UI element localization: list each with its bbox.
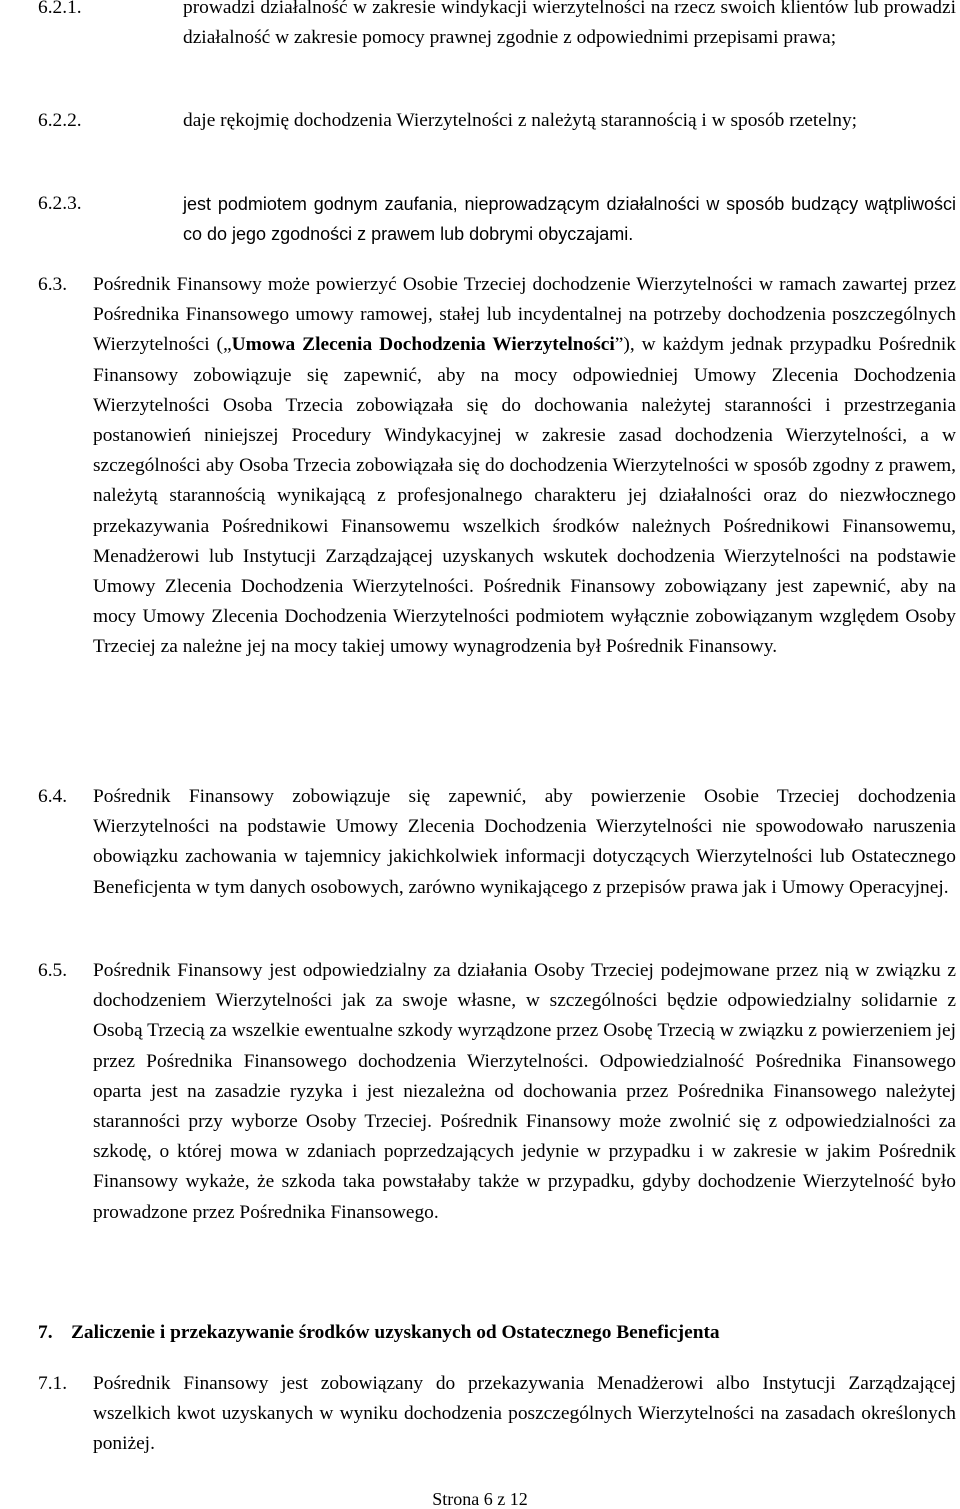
section-title: Zaliczenie i przekazywanie środków uzyskanych od Ostatecznego Beneficjenta	[71, 1322, 720, 1343]
clause-6-2-1	[38, 0, 956, 53]
clause-number: 7.1.	[38, 1373, 68, 1394]
defined-term: Umowa Zlecenia Dochodzenia Wierzytelności	[231, 334, 615, 356]
clause-text: Pośrednik Finansowy zobowiązuje się zapewnić, aby powierzenie Osobie Trzeciej dochodzenia Wierzytelności na podstawie Umowy Zlecenia Dochodzenia Wierzytelności nie spowodowało naruszenia obowiązku zachowania w tajemnicy jakichkolwiek informacji dotyczących Wierzytelności lub Ostatecznego Beneficjenta w tym danych osobowych, zarówno wynikającego z przepisów prawa jak i Umowy Operacyjnej.	[93, 786, 956, 898]
clause-number: 6.4.	[38, 786, 68, 807]
clause-text: jest podmiotem godnym zaufania, nieprowadzącym działalności w sposób budzący wątpliwości co do jego zgodności z prawem lub dobrymi obyczajami.	[183, 194, 956, 245]
clause-text-part: ”), w każdym jednak przypadku Pośrednik Finansowy zobowiązuje się zapewnić, aby na mocy odpowiedniej Umowy Zlecenia Dochodzenia Wierzytelności Osoba Trzecia zobowiązała się do dochowania należytej staranności i przestrzegania postanowień niniejszej Procedury Windykacyjnej w zakresie zasad dochodzenia Wierzytelności, a w szczególności aby Osoba Trzecia zobowiązała się do dochodzenia Wierzytelności w sposób zgodny z prawem, należytą starannością wynikającą z profesjonalnego charakteru jej działalności oraz do niezwłocznego przekazywania Pośrednikowi Finansowemu wszelkich środków należnych Pośrednikowi Finansowemu, Menadżerowi lub Instytucji Zarządzającej uzyskanych wskutek dochodzenia Wierzytelności na podstawie Umowy Zlecenia Dochodzenia Wierzytelności. Pośrednik Finansowy zobowiązany jest zapewnić, aby na mocy Umowy Zlecenia Dochodzenia Wierzytelności podmiotem wyłącznie zobowiązanym względem Osoby Trzeciej za należne jej na mocy takiej umowy wynagrodzenia był Pośrednik Finansowy.	[93, 334, 956, 658]
clause-6-2-3	[38, 189, 956, 249]
clause-6-2-2	[38, 106, 956, 136]
clause-number: 6.2.2.	[38, 110, 82, 131]
clause-number: 6.2.3.	[38, 193, 82, 214]
clause-text: prowadzi działalność w zakresie windykacji wierzytelności na rzecz swoich klientów lub prowadzi działalność w zakresie pomocy prawnej zgodnie z odpowiednimi przepisami prawa;	[183, 0, 956, 49]
clause-number: 6.3.	[38, 274, 68, 295]
clause-7-1	[38, 1369, 956, 1460]
section-number: 7.	[38, 1322, 53, 1343]
clause-text	[93, 270, 956, 663]
clause-6-3	[38, 270, 956, 663]
clause-number: 6.2.1.	[38, 0, 82, 18]
clause-text: Pośrednik Finansowy jest zobowiązany do przekazywania Menadżerowi albo Instytucji Zarządzającej wszelkich kwot uzyskanych w wyniku dochodzenia poszczególnych Wierzytelności na zasadach określonych poniżej.	[93, 1373, 956, 1455]
clause-text: Pośrednik Finansowy jest odpowiedzialny za działania Osoby Trzeciej podejmowane przez nią w związku z dochodzeniem Wierzytelności jak za swoje własne, w szczególności będzie odpowiedzialny solidarnie z Osobą Trzecią za wszelkie ewentualne szkody wyrządzone przez Osobę Trzecią w związku z powierzeniem jej przez Pośrednika Finansowego dochodzenia Wierzytelności. Odpowiedzialność Pośrednika Finansowego oparta jest na zasadzie ryzyka i jest niezależna od dochowania przez Pośrednika Finansowego należytej staranności przy wyborze Osoby Trzeciej. Pośrednik Finansowy może zwolnić się z odpowiedzialności za szkodę, o której mowa w zdaniach poprzedzających jedynie w przypadku i w zakresie w jakim Pośrednik Finansowy wykaże, że szkoda taka powstałaby także w przypadku, gdyby dochodzenie Wierzytelność było prowadzone przez Pośrednika Finansowego.	[93, 960, 956, 1223]
clause-number: 6.5.	[38, 960, 68, 981]
clause-text: daje rękojmię dochodzenia Wierzytelności z należytą starannością i w sposób rzetelny;	[183, 110, 858, 131]
clause-6-5	[38, 956, 956, 1228]
clause-6-4	[38, 782, 956, 903]
page-number-footer: Strona 6 z 12	[432, 1489, 528, 1509]
clause-text-part: Pośrednik Finansowy może powierzyć Osobie Trzeciej dochodzenie Wierzytelności w ramach zawartej przez Pośrednika Finansowego umowy ramowej, stałej lub incydentalnej na potrzeby dochodzenia poszczególnych Wierzytelności („	[93, 274, 956, 356]
